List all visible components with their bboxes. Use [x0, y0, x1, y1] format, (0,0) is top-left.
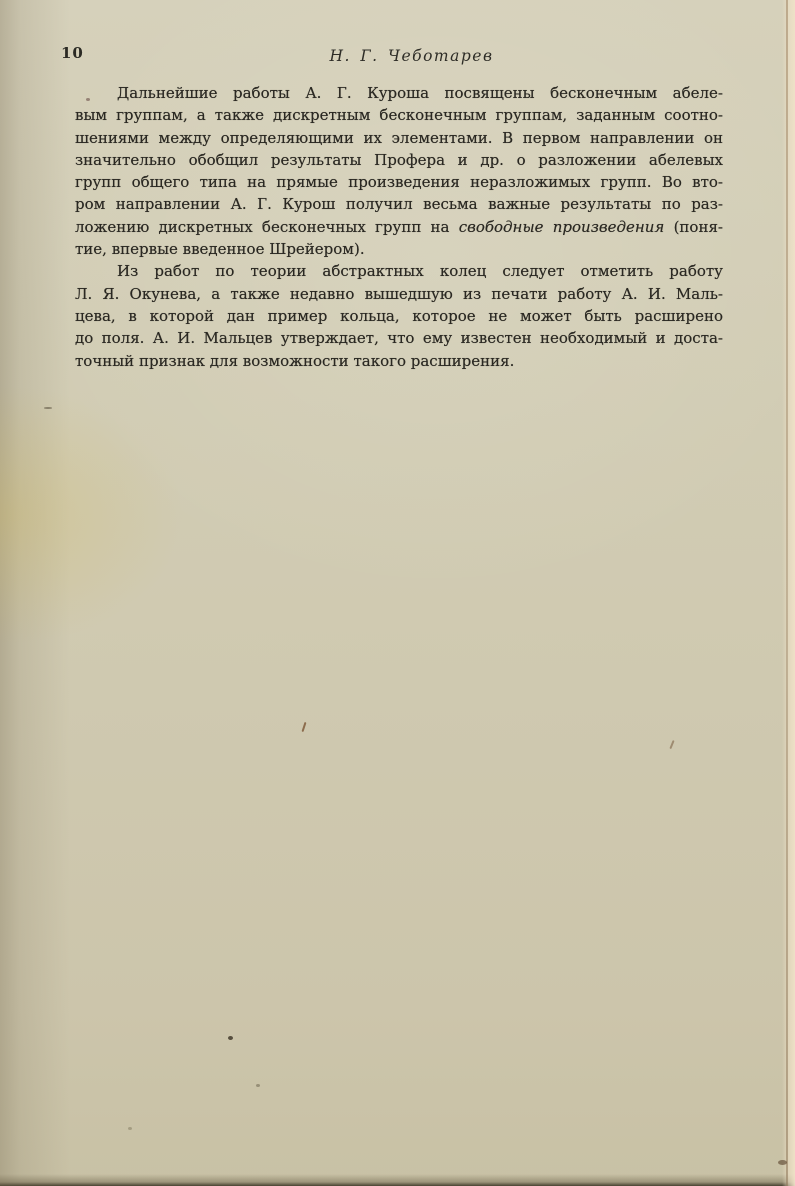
- text-segment: значительно обобщил результаты Профера и др. о разложении абелевых: [75, 150, 723, 169]
- text-line: [75, 127, 723, 149]
- text-line: [75, 193, 723, 215]
- paper-speck: [86, 98, 90, 101]
- page-edge-line: [786, 0, 788, 1186]
- text-line: [75, 82, 723, 104]
- text-line: [75, 305, 723, 327]
- paper-fleck-mark: [669, 740, 674, 749]
- text-line: [75, 327, 723, 349]
- page-number: 10: [61, 44, 84, 62]
- text-line: [75, 149, 723, 171]
- text-segment: цева, в которой дан пример кольца, которое не может быть расширено: [75, 306, 723, 325]
- text-line: [75, 238, 723, 260]
- text-line: [75, 283, 723, 305]
- paper-speck: [778, 1160, 787, 1165]
- paper-speck: [256, 1084, 260, 1087]
- text-segment: точный признак для возможности такого расширения.: [75, 351, 515, 370]
- paper-speck: [128, 1127, 132, 1130]
- text-line: [75, 350, 723, 372]
- text-segment: групп общего типа на прямые произведения неразложимых групп. Во вто-: [75, 173, 723, 192]
- paper-speck: [44, 407, 52, 409]
- text-segment: шениями между определяющими их элементами. В первом направлении он: [75, 128, 723, 147]
- text-segment: до поля. А. И. Мальцев утверждает, что ему известен необходимый и доста-: [75, 329, 723, 348]
- paper-speck: [228, 1036, 233, 1040]
- text-line: [75, 104, 723, 126]
- text-line: [75, 216, 723, 238]
- text-segment: Л. Я. Окунева, а также недавно вышедшую из печати работу А. И. Маль-: [75, 284, 723, 303]
- text-segment: (поня-: [664, 217, 723, 236]
- text-segment: Из работ по теории абстрактных колец следует отметить работу: [117, 262, 723, 281]
- text-segment: вым группам, а также дискретным бесконечным группам, заданным соотно-: [75, 106, 723, 125]
- text-segment: Дальнейшие работы А. Г. Куроша посвящены бесконечным абеле-: [117, 84, 723, 102]
- text-segment: тие, впервые введенное Шрейером).: [75, 240, 365, 259]
- text-line: [75, 171, 723, 193]
- text-segment: ром направлении А. Г. Курош получил весьма важные результаты по раз-: [75, 195, 723, 214]
- text-line: [75, 260, 723, 282]
- text-segment: ложению дискретных бесконечных групп на: [75, 217, 459, 236]
- paper-fleck-mark: [302, 722, 307, 732]
- body-text: [75, 82, 723, 372]
- emphasized-text: свободные произведения: [458, 217, 665, 236]
- running-head: Н. Г. Чеботарев: [329, 47, 494, 65]
